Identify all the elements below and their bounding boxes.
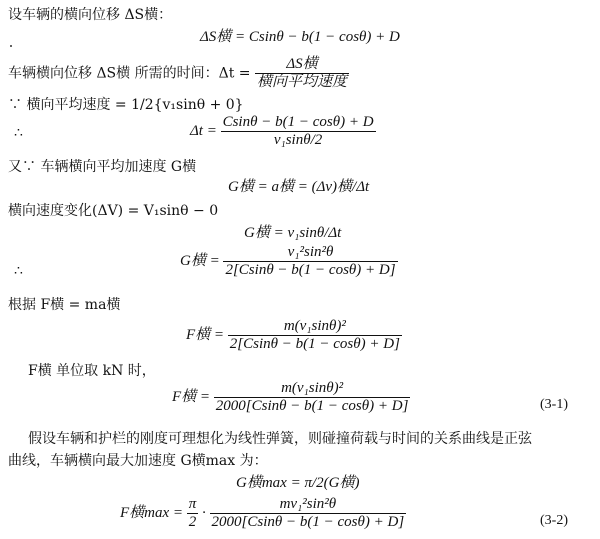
force-kn-denominator: 2000[Csinθ − b(1 − cosθ) + D]	[215, 398, 409, 414]
force-max-fraction	[210, 496, 407, 531]
time-fraction	[255, 56, 349, 91]
force-numerator: m(v₁sinθ)²	[228, 318, 402, 336]
stray-dot	[10, 45, 12, 47]
g-fraction	[223, 244, 397, 279]
pi-numerator: π	[188, 496, 197, 512]
force-max-equation	[120, 496, 406, 531]
time-prefix: 车辆横向位移 ΔS横 所需的时间：Δt =	[8, 65, 251, 82]
g-denominator: 2[Csinθ − b(1 − cosθ) + D]	[225, 262, 396, 278]
pi-denominator: 2	[188, 514, 197, 530]
newton-line: 根据 F横 = ma横	[8, 297, 121, 313]
text-line-1: 设车辆的横向位移 ΔS横：	[8, 7, 173, 23]
delta-t-denominator: v₁sinθ/2	[273, 132, 323, 148]
average-speed-line: ∵ 横向平均速度 = 1/2{v₁sinθ + 0}	[8, 97, 244, 113]
pi-fraction	[187, 496, 199, 531]
g-numerator: v₁²sin²θ	[223, 244, 397, 262]
force-max-denominator: 2000[Csinθ − b(1 − cosθ) + D]	[211, 514, 405, 530]
therefore-mark-1: ∴	[14, 125, 23, 141]
velocity-change-line: 横向速度变化(ΔV) = V₁sinθ − 0	[8, 203, 219, 219]
unit-line: F横 单位取 kN 时，	[28, 363, 156, 379]
delta-t-fraction	[221, 114, 376, 149]
force-max-lhs: F横max =	[120, 504, 184, 521]
g-lhs: G横 =	[180, 252, 220, 269]
multiply-dot: ·	[202, 504, 206, 521]
equation-number-3-2: (3-2)	[540, 513, 568, 528]
time-line	[8, 56, 349, 91]
force-max-numerator: mv₁²sin²θ	[210, 496, 407, 514]
equation-displacement: ΔS横 = Csinθ − b(1 − cosθ) + D	[200, 29, 400, 45]
g-equation	[180, 244, 398, 279]
time-numerator: ΔS横	[255, 56, 349, 74]
equation-acceleration: G横 = a横 = (Δv)横/Δt	[228, 179, 370, 195]
force-kn-fraction	[214, 380, 411, 415]
force-fraction	[228, 318, 402, 353]
force-kn-lhs: F横 =	[172, 388, 211, 405]
delta-t-equation	[190, 114, 376, 149]
equation-g: G横 = v₁sinθ/Δt	[244, 225, 342, 241]
force-kn-numerator: m(v₁sinθ)²	[214, 380, 411, 398]
equation-gmax: G横max = π/2(G横)	[236, 475, 360, 491]
time-denominator: 横向平均速度	[256, 74, 347, 90]
equation-number-3-1: (3-1)	[540, 397, 568, 412]
force-equation	[186, 318, 402, 353]
acceleration-line: 又∵ 车辆横向平均加速度 G横	[8, 159, 197, 175]
force-denominator: 2[Csinθ − b(1 − cosθ) + D]	[229, 336, 400, 352]
force-lhs: F横 =	[186, 326, 225, 343]
delta-t-numerator: Csinθ − b(1 − cosθ) + D	[222, 114, 374, 130]
paragraph-line-2: 曲线，车辆横向最大加速度 G横max 为：	[8, 453, 268, 469]
paragraph-line-1: 假设车辆和护栏的刚度可理想化为线性弹簧，则碰撞荷载与时间的关系曲线是正弦	[28, 431, 532, 447]
delta-t-lhs: Δt =	[190, 122, 217, 139]
therefore-mark-2: ∴	[14, 263, 23, 279]
force-kn-equation	[172, 380, 410, 415]
